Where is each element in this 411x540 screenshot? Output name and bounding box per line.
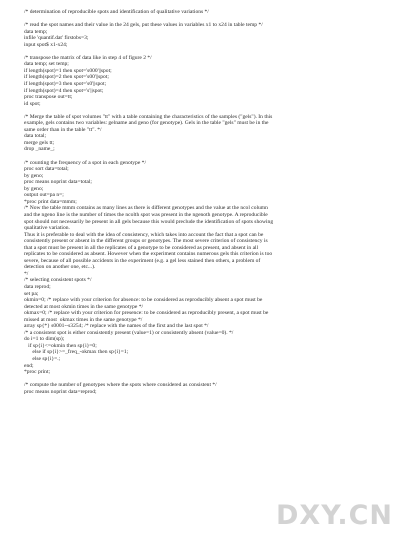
code-line: okmin=0; /* replace with your criterion for absence: to be considered as reproducibly absent a spot must be	[24, 297, 263, 304]
code-line: /* counting the frequency of a spot in each genotype */	[24, 159, 146, 166]
code-line: if sp{i}<=okmin then sp{i}=0;	[24, 342, 97, 349]
code-line: /* a consistent spot is either consistently present (value=1) or consistently absent (value=0). */	[24, 329, 234, 336]
code-line: data temp;	[24, 28, 48, 35]
code-line: do i=1 to dim(sp);	[24, 336, 65, 343]
code-line: proc means noprint data=total;	[24, 179, 92, 186]
code-line: output out=pa n=;	[24, 192, 64, 199]
code-line: by geno;	[24, 185, 44, 192]
code-line: replicates to be considered as absent. However when the experiment contains numerous gels this criterion is too	[24, 251, 273, 258]
code-line: consistently present or absent in the different groups or genotypes. The most severe criterion of consistency is	[24, 238, 268, 245]
code-line: else sp{i}=.;	[24, 355, 61, 362]
code-line: spot should not necessarily be present in all gels because this would preclude the identification of spots showing	[24, 218, 274, 225]
code-line: /* read the spot names and their value in the 24 gels, put these values in variables x1 to x24 in table temp */	[24, 22, 263, 29]
code-line: proc sort data=total;	[24, 166, 69, 173]
code-line: /* selecting consistent spots */	[24, 277, 92, 284]
code-line: /* Merge the table of spot volumes "tt" with a table containing the characteristics of the samples ("gels"). In this	[24, 113, 273, 120]
code-line: *proc print data=mmm;	[24, 198, 77, 205]
code-line: qualitative variation.	[24, 225, 70, 232]
code-line: infile 'quantif.dat' firstobs=3;	[24, 35, 89, 42]
code-line: *proc print;	[24, 369, 51, 376]
code-line: Thus it is preferable to deal with the idea of consistency, which takes into account the fact that a spot can be	[24, 231, 264, 238]
code-line: data temp; set temp;	[24, 61, 69, 68]
code-line: id spot;	[24, 100, 41, 107]
code-line: drop _name_;	[24, 146, 55, 153]
code-line: data reprod;	[24, 283, 51, 290]
code-line: /* transpose the matrix of data like in step 4 of figure 2 */	[24, 54, 152, 61]
code-line: and the ngeno line is the number of times the ncolth spot was present in the ngenoth genotype. A reproducible	[24, 211, 268, 218]
code-line: same order than in the table "tt". */	[24, 126, 102, 133]
code-line: /* Now the table mmm contains as many lines as there is different genotypes and the value at the ncol column	[24, 205, 268, 212]
code-line: end;	[24, 362, 34, 369]
code-line: /* compute the number of genotypes where the spots where considered as consistent */	[24, 382, 217, 389]
code-line: set pa;	[24, 290, 39, 297]
code-line: proc transpose out=tt;	[24, 94, 73, 101]
watermark-logo: DXY.CN	[276, 500, 393, 531]
code-line: severe, because of all possible accidents in the experiment (e.g. a gel less stained then others, a problem of	[24, 257, 261, 264]
code-line: detection on another one, etc...).	[24, 264, 96, 271]
sas-code-listing	[24, 9, 406, 395]
code-line: missed at most okmax times in the same genotype */	[24, 316, 143, 323]
code-line: array sp{*} s0001--s3254; /* replace with the names of the first and the last spot */	[24, 323, 209, 330]
code-line: input spot$ x1-x24;	[24, 41, 68, 48]
code-line: merge gels tt;	[24, 139, 55, 146]
code-line: by geno;	[24, 172, 44, 179]
code-line: if length(spot)=3 then spot='s0'||spot;	[24, 81, 107, 88]
code-line: example, gels contains two variables: gelname and geno (for genotype). Gels in the table "gels" must be in the	[24, 120, 269, 127]
code-line: data total;	[24, 133, 47, 140]
code-line: else if sp{i}>=_freq_-okmax then sp{i}=1;	[24, 349, 129, 356]
code-line: if length(spot)=2 then spot='s00'||spot;	[24, 74, 109, 81]
code-line: okmax=0; /* replace with your criterion for presence: to be considered as reproducibly present, a spot must be	[24, 310, 269, 317]
code-line: detected at most okmin times in the same genotype */	[24, 303, 144, 310]
code-line: if length(spot)=1 then spot='s000'||spot;	[24, 67, 112, 74]
code-line: */	[24, 270, 29, 277]
code-line: that a spot must be present in all the replicates of a genotype to be considered as present, and absent in all	[24, 244, 259, 251]
code-line: if length(spot)=4 then spot='s'||spot;	[24, 87, 104, 94]
code-line: proc means noprint data=reprod;	[24, 388, 97, 395]
code-line: /* determination of reproducible spots and identification of qualitative variations */	[24, 9, 209, 15]
